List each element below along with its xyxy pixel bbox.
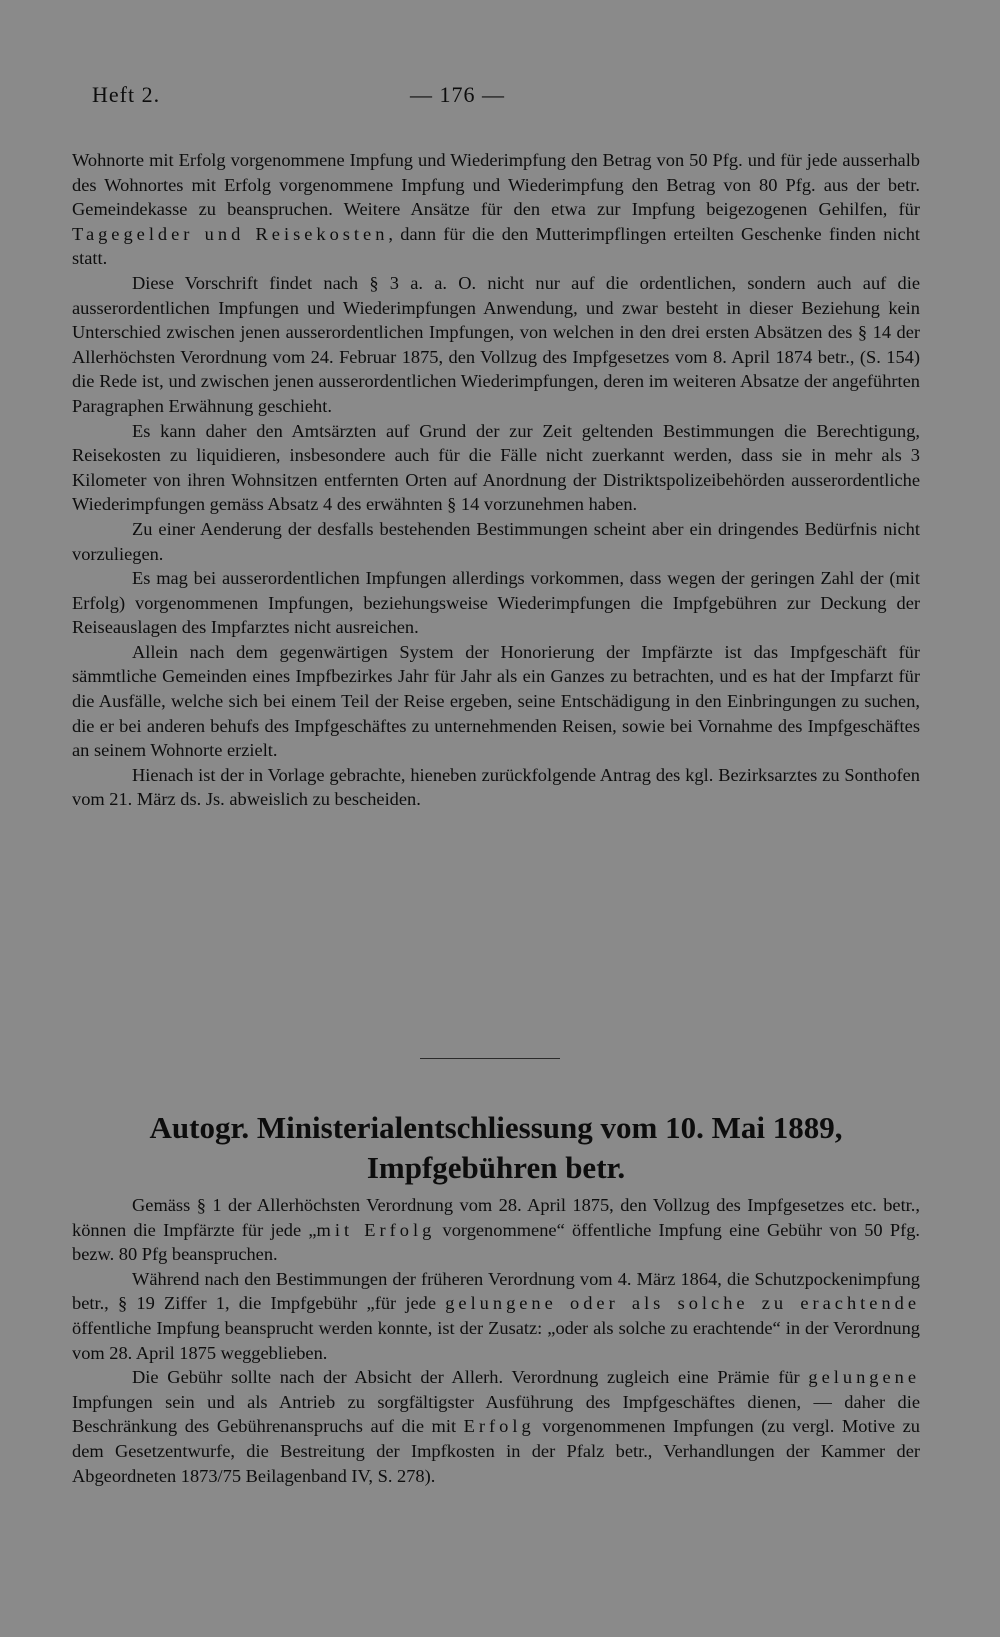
page-number: — 176 — bbox=[410, 82, 505, 107]
text-run: Diese Vorschrift findet nach § 3 a. a. O. nicht nur auf die ordentlichen, sondern auch auf die ausserordentlichen Impfungen und Wiederimpfungen Anwendung, und zwar besteht in dieser Beziehung kein Unterschied zwischen jenen ausserordentlichen Impfungen, von welchen in den drei ersten Absätzen des § 14 der Allerhöchsten Verordnung vom 24. Februar 1875, den Vollzug des Impfgesetzes vom 8. April 1874 betr., (S. 154) die Rede ist, und zwischen jenen ausserordentlichen Wiederimpfungen, deren im weiteren Absatze der angeführten Paragraphen Erwähnung geschieht. bbox=[72, 272, 920, 416]
paragraph bbox=[72, 566, 920, 640]
paragraph bbox=[72, 517, 920, 566]
text-run: Zu einer Aenderung der desfalls bestehenden Bestimmungen scheint aber ein dringendes Bedürfnis nicht vorzuliegen. bbox=[72, 518, 920, 564]
paragraph bbox=[72, 148, 920, 271]
section-heading-line-2: Impfgebühren betr. bbox=[366, 1150, 626, 1185]
section-heading bbox=[72, 1108, 920, 1188]
text-run: Allein nach dem gegenwärtigen System der Honorierung der Impfärzte ist das Impfgeschäft für sämmtliche Gemeinden eines Impfbezirkes Jahr für Jahr als ein Ganzes zu betrachten, und es hat der Impfarzt für die Ausfälle, welche sich bei einem Teil der Reise ergeben, seine Entschädigung in den Einbringungen zu suchen, die er bei anderen behufs des Impfgeschäftes zu unternehmenden Reisen, sowie bei Vornahme des Impfgeschäftes an seinem Wohnorte erzielt. bbox=[72, 641, 920, 761]
page-header bbox=[92, 82, 572, 118]
paragraph bbox=[72, 1193, 920, 1267]
paragraph bbox=[72, 1365, 920, 1488]
text-run: Gemäss § 1 der Allerhöchsten Verordnung vom 28. April 1875, den Vollzug des Impfgesetzes etc. betr., können die Impfärzte für jede „ bbox=[72, 1195, 920, 1240]
paragraph bbox=[72, 1267, 920, 1365]
spaced-emphasis: Erfolg bbox=[463, 1416, 535, 1437]
body-text-2 bbox=[72, 1193, 920, 1488]
text-run: vorgenommene“ öffentliche Impfung eine Gebühr von 50 Pfg. bezw. 80 Pfg beanspruchen. bbox=[72, 1219, 920, 1265]
spaced-emphasis: gelungene oder als solche zu erachtende bbox=[445, 1293, 920, 1314]
section-divider bbox=[420, 1058, 560, 1059]
paragraph bbox=[72, 419, 920, 517]
text-run: vorgenommenen Impfungen (zu vergl. Motive zu dem Gesetzentwurfe, die Bestreitung der Impfkosten in der Pfalz betr., Verhandlungen der Kammer der Abgeordneten 1873/75 Beilagenband IV, S. 278). bbox=[72, 1416, 920, 1486]
text-run: öffentliche Impfung beansprucht werden konnte, ist der Zusatz: „oder als solche zu erachtende“ in der Verordnung vom 28. April 1875 weggeblieben. bbox=[72, 1317, 920, 1363]
text-run: Impfungen sein und als Antrieb zu sorgfältigster Ausführung des Impfgeschäftes dienen, — daher die Beschränkung des Gebührenanspruchs auf die mit bbox=[72, 1391, 920, 1437]
text-run: , dann für die den Mutterimpflingen erteilten Geschenke finden nicht statt. bbox=[72, 223, 920, 269]
paragraph bbox=[72, 763, 920, 812]
spaced-emphasis: mit Erfolg bbox=[316, 1219, 436, 1240]
body-text bbox=[72, 148, 920, 812]
text-run: Hienach ist der in Vorlage gebrachte, hieneben zurückfolgende Antrag des kgl. Bezirksarztes zu Sonthofen vom 21. März ds. Js. abweislich zu bescheiden. bbox=[72, 764, 920, 810]
text-run: Es mag bei ausserordentlichen Impfungen allerdings vorkommen, dass wegen der geringen Zahl der (mit Erfolg) vorgenommenen Impfungen, beziehungsweise Wiederimpfungen die Impfgebühren zur Deckung der Reiseauslagen des Impfarztes nicht ausreichen. bbox=[72, 568, 920, 638]
text-run: Wohnorte mit Erfolg vorgenommene Impfung und Wiederimpfung den Betrag von 50 Pfg. und für jede ausserhalb des Wohnortes mit Erfolg vorgenommene Impfung und Wiederimpfung den Betrag von 80 Pfg. aus der betr. Gemeindekasse zu beanspruchen. Weitere Ansätze für den etwa zur Impfung beigezogenen Gehilfen, für bbox=[72, 150, 920, 220]
text-run: Es kann daher den Amtsärzten auf Grund der zur Zeit geltenden Bestimmungen die Berechtigung, Reisekosten zu liquidieren, insbesondere auch für die Fälle nicht zuerkannt werden, dass sie in mehr als 3 Kilometer von ihren Wohnsitzen entfernten Orten auf Anordnung der Distriktspolizeibehörden ausserordentliche Wiederimpfungen gemäss Absatz 4 des erwähnten § 14 vorzunehmen haben. bbox=[72, 420, 920, 515]
section-heading-line-1: Autogr. Ministerialentschliessung vom 10. Mai 1889, bbox=[149, 1110, 843, 1145]
issue-label: Heft 2. bbox=[92, 82, 161, 107]
spaced-emphasis: gelungene bbox=[808, 1367, 920, 1388]
spaced-emphasis: Tagegelder und Reisekosten bbox=[72, 223, 389, 244]
paragraph bbox=[72, 271, 920, 419]
text-run: Die Gebühr sollte nach der Absicht der Allerh. Verordnung zugleich eine Prämie für bbox=[132, 1367, 809, 1388]
paragraph bbox=[72, 640, 920, 763]
text-run: Während nach den Bestimmungen der früheren Verordnung vom 4. März 1864, die Schutzpockenimpfung betr., § 19 Ziffer 1, die Impfgebühr „für jede bbox=[72, 1268, 920, 1314]
